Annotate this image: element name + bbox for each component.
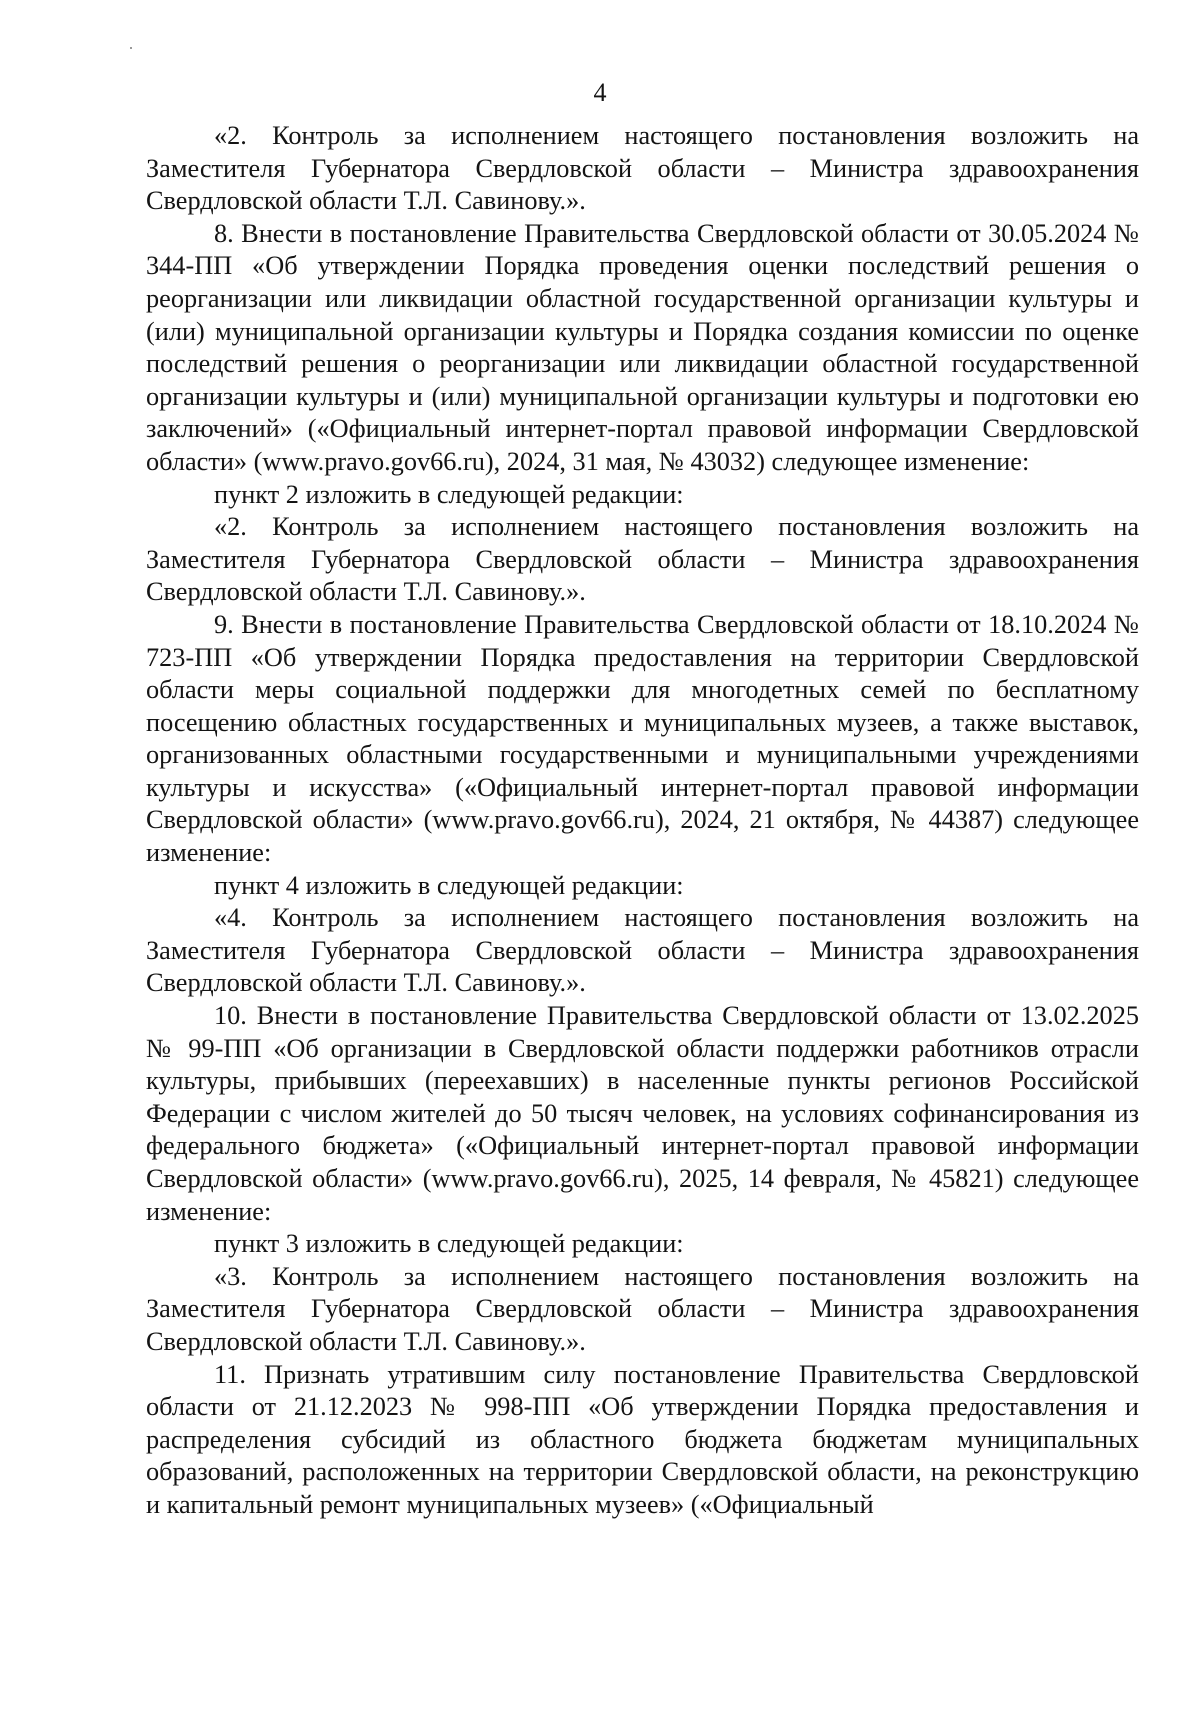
paragraph-item-11: 11. Признать утратившим силу постановление Правительства Свердловской области от 21.12.2023 № 998-ПП «Об утверждении Порядка предоставления и распределения субсидий из областного бюджета бюджетам муниципальных образований, расположенных на территории Свердловской области, на реконструкцию и капитальный ремонт муниципальных музеев» («Официальный <box>146 1359 1139 1519</box>
paragraph-item-9-instruction: пункт 4 изложить в следующей редакции: <box>214 870 684 900</box>
paragraph-quote-clause-2: «2. Контроль за исполнением настоящего постановления возложить на Заместителя Губернатора Свердловской области – Министра здравоохранения Свердловской области Т.Л. Савинову.». <box>146 121 1139 216</box>
paragraph-item-10-quote: «3. Контроль за исполнением настоящего постановления возложить на Заместителя Губернатора Свердловской области – Министра здравоохранения Свердловской области Т.Л. Савинову.». <box>146 1261 1139 1356</box>
page-number: 4 <box>593 78 607 107</box>
paragraph-item-8-quote: «2. Контроль за исполнением настоящего постановления возложить на Заместителя Губернатора Свердловской области – Министра здравоохранения Свердловской области Т.Л. Савинову.». <box>146 512 1139 607</box>
paragraph-item-10: 10. Внести в постановление Правительства Свердловской области от 13.02.2025 № 99-ПП «Об организации в Свердловской области поддержки работников отрасли культуры, прибывших (переехавших) в населенные пункты регионов Российской Федерации с числом жителей до 50 тысяч человек, на условиях софинансирования из федерального бюджета» («Официальный интернет-портал правовой информации Свердловской области» (www.pravo.gov66.ru), 2025, 14 февраля, № 45821) следующее изменение: <box>146 1001 1139 1226</box>
paragraph-item-8: 8. Внести в постановление Правительства Свердловской области от 30.05.2024 № 344-ПП «Об утверждении Порядка проведения оценки последствий решения о реорганизации или ликвидации областной государственной организации культуры и (или) муниципальной организации культуры и Порядка создания комиссии по оценке последствий решения о реорганизации или ликвидации областной государственной организации культуры и (или) муниципальной организации культуры и подготовки ею заключений» («Официальный интернет-портал правовой информации Свердловской области» (www.pravo.gov66.ru), 2024, 31 мая, № 43032) следующее изменение: <box>146 218 1139 476</box>
paragraph-item-8-instruction: пункт 2 изложить в следующей редакции: <box>214 479 684 509</box>
paragraph-item-9-quote: «4. Контроль за исполнением настоящего постановления возложить на Заместителя Губернатора Свердловской области – Министра здравоохранения Свердловской области Т.Л. Савинову.». <box>146 903 1139 998</box>
document-body <box>146 120 1139 1522</box>
paragraph-item-9: 9. Внести в постановление Правительства Свердловской области от 18.10.2024 № 723-ПП «Об утверждении Порядка предоставления на территории Свердловской области меры социальной поддержки для многодетных семей по бесплатному посещению областных государственных и муниципальных музеев, а также выставок, организованных областными государственными и муниципальными учреждениями культуры и искусства» («Официальный интернет-портал правовой информации Свердловской области» (www.pravo.gov66.ru), 2024, 21 октября, № 44387) следующее изменение: <box>146 609 1139 868</box>
paragraph-item-10-instruction: пункт 3 изложить в следующей редакции: <box>214 1229 684 1259</box>
scan-speck <box>130 47 132 49</box>
